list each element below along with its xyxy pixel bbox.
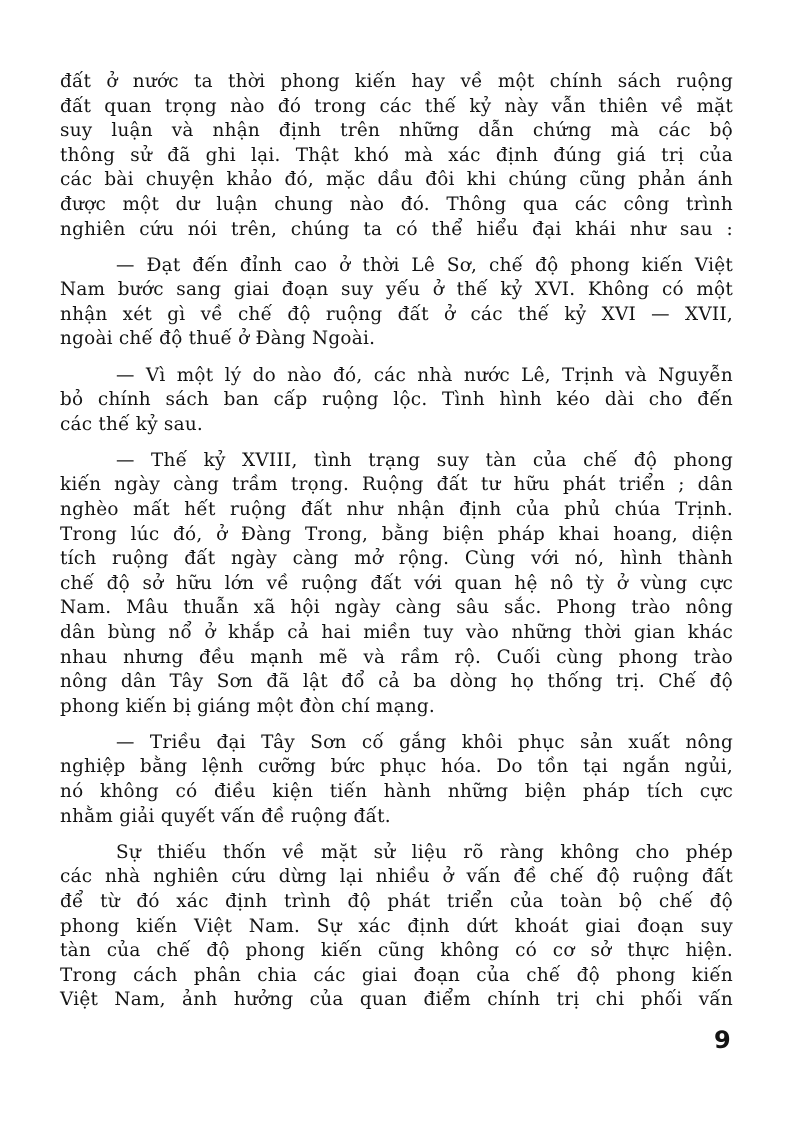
- paragraph: [60, 70, 733, 242]
- text-line: suy luận và nhận định trên những dẫn chứng mà các bộ: [60, 120, 733, 142]
- text-line: nhau nhưng đều mạnh mẽ và rầm rộ. Cuối cùng phong trào: [60, 646, 733, 668]
- text-line: phong kiến Việt Nam. Sự xác định dứt khoát giai đoạn suy: [60, 915, 733, 937]
- text-line: nghiên cứu nói trên, chúng ta có thể hiểu đại khái như sau :: [60, 218, 733, 240]
- text-line: Trong lúc đó, ở Đàng Trong, bằng biện pháp khai hoang, diện: [60, 523, 733, 545]
- text-line: nông dân Tây Sơn đã lật đổ cả ba dòng họ thống trị. Chế độ: [60, 671, 733, 693]
- text-line: phong kiến bị giáng một đòn chí mạng.: [60, 695, 436, 717]
- text-line: Sự thiếu thốn về mặt sử liệu rõ ràng không cho phép: [116, 841, 733, 863]
- text-line: tích ruộng đất ngày càng mở rộng. Cùng với nó, hình thành: [60, 548, 733, 570]
- text-line: ngoài chế độ thuế ở Đàng Ngoài.: [60, 328, 376, 350]
- text-line: nhằm giải quyết vấn đề ruộng đất.: [60, 805, 391, 827]
- text-line: Trong cách phân chia các giai đoạn của chế độ phong kiến: [60, 964, 733, 986]
- text-line: nghèo mất hết ruộng đất như nhận định của phủ chúa Trịnh.: [60, 499, 733, 520]
- paragraph: [60, 254, 733, 352]
- text-line: tàn của chế độ phong kiến cũng không có cơ sở thực hiện.: [60, 940, 733, 962]
- text-line: chế độ sở hữu lớn về ruộng đất với quan hệ nô tỳ ở vùng cực: [60, 572, 733, 594]
- text-line: dân bùng nổ ở khắp cả hai miền tuy vào những thời gian khác: [60, 621, 733, 643]
- text-line: đất ở nước ta thời phong kiến hay về một chính sách ruộng: [60, 71, 733, 92]
- text-line: các bài chuyện khảo đó, mặc dầu đôi khi chúng cũng phản ánh: [60, 169, 733, 191]
- paragraph: [60, 841, 733, 1013]
- text-line: — Đạt đến đỉnh cao ở thời Lê Sơ, chế độ phong kiến Việt: [116, 254, 733, 276]
- paragraph: [60, 449, 733, 720]
- text-line: — Triều đại Tây Sơn cố gắng khôi phục sản xuất nông: [116, 731, 733, 753]
- page-number: 9: [714, 1026, 731, 1054]
- text-line: được một dư luận chung nào đó. Thông qua các công trình: [60, 193, 733, 215]
- text-line: bỏ chính sách ban cấp ruộng lộc. Tình hình kéo dài cho đến: [60, 389, 733, 411]
- text-line: đất quan trọng nào đó trong các thế kỷ này vẫn thiên về mặt: [60, 95, 733, 117]
- text-line: Nam bước sang giai đoạn suy yếu ở thế kỷ XVI. Không có một: [60, 279, 733, 301]
- text-line: kiến ngày càng trầm trọng. Ruộng đất tư hữu phát triển ; dân: [60, 474, 733, 496]
- paragraph: [60, 731, 733, 829]
- text-line: Nam. Mâu thuẫn xã hội ngày càng sâu sắc. Phong trào nông: [60, 597, 733, 619]
- text-line: các thế kỷ sau.: [60, 413, 204, 435]
- text-line: nghiệp bằng lệnh cưỡng bức phục hóa. Do tồn tại ngắn ngủi,: [60, 756, 733, 778]
- text-line: — Vì một lý do nào đó, các nhà nước Lê, Trịnh và Nguyễn: [116, 364, 733, 386]
- paragraph: [60, 364, 733, 438]
- text-line: — Thế kỷ XVIII, tình trạng suy tàn của chế độ phong: [116, 449, 733, 471]
- text-line: các nhà nghiên cứu dừng lại nhiều ở vấn đề chế độ ruộng đất: [60, 866, 733, 888]
- body-text: [60, 70, 733, 1024]
- text-line: Việt Nam, ảnh hưởng của quan điểm chính trị chi phối vấn: [60, 989, 733, 1011]
- text-line: để từ đó xác định trình độ phát triển của toàn bộ chế độ: [60, 890, 733, 912]
- text-line: thông sử đã ghi lại. Thật khó mà xác định đúng giá trị của: [60, 144, 733, 166]
- text-line: nhận xét gì về chế độ ruộng đất ở các thế kỷ XVI — XVII,: [60, 303, 733, 325]
- text-line: nó không có điều kiện tiến hành những biện pháp tích cực: [60, 781, 733, 803]
